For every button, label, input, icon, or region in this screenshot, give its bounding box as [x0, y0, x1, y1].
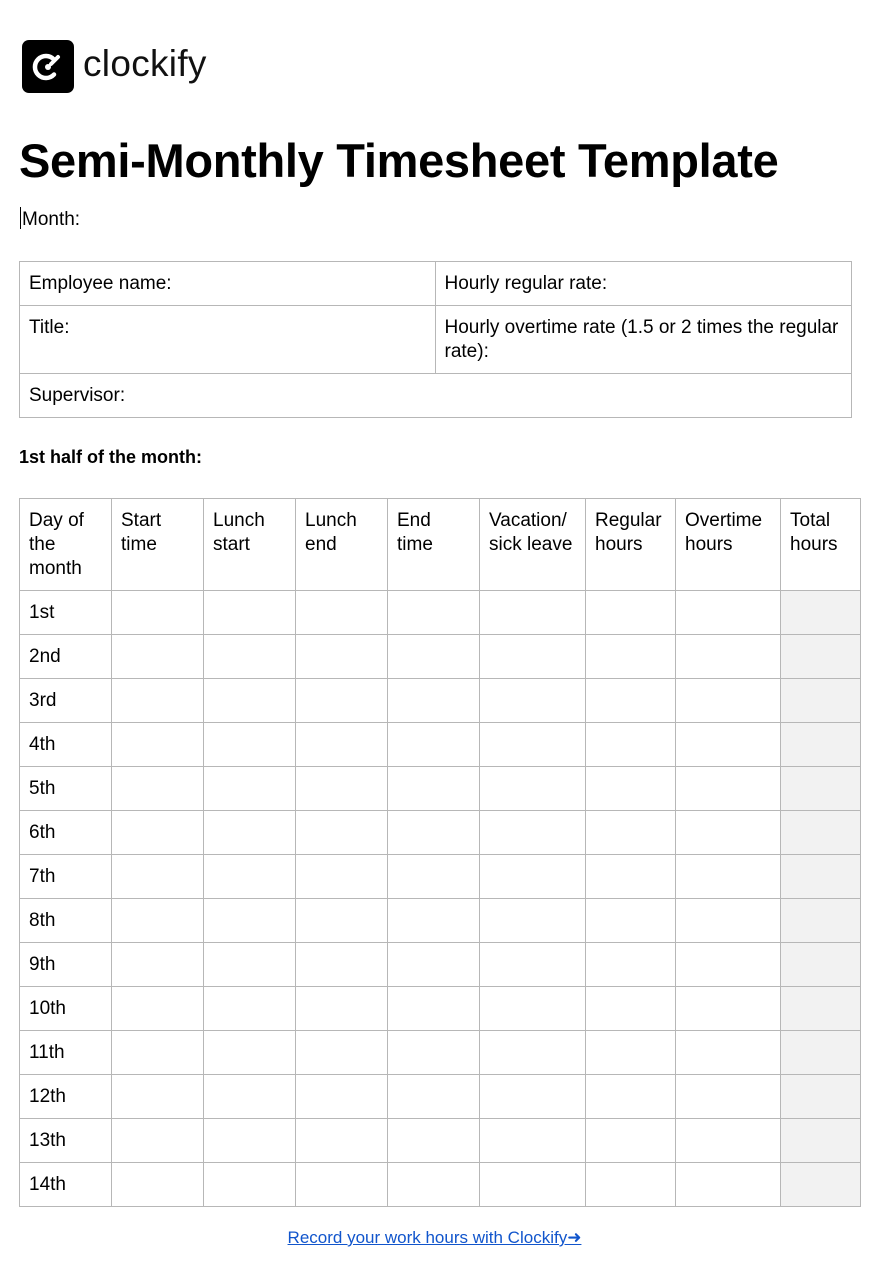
column-header: Total hours [781, 499, 861, 591]
entry-cell[interactable] [296, 1163, 388, 1207]
entry-cell[interactable] [112, 899, 204, 943]
entry-cell[interactable] [480, 899, 586, 943]
entry-cell[interactable] [480, 1119, 586, 1163]
entry-cell[interactable] [296, 855, 388, 899]
entry-cell[interactable] [112, 767, 204, 811]
total-hours-cell [781, 723, 861, 767]
day-cell: 10th [20, 987, 112, 1031]
entry-cell[interactable] [204, 635, 296, 679]
title-cell[interactable]: Title: [20, 306, 436, 374]
table-row [20, 1119, 861, 1163]
entry-cell[interactable] [296, 679, 388, 723]
entry-cell[interactable] [480, 591, 586, 635]
entry-cell[interactable] [586, 679, 676, 723]
brand-name: clockify [83, 43, 207, 84]
entry-cell[interactable] [388, 855, 480, 899]
month-label: Month: [22, 209, 81, 230]
day-cell: 3rd [20, 679, 112, 723]
entry-cell[interactable] [676, 987, 781, 1031]
total-hours-cell [781, 767, 861, 811]
employee-name-cell[interactable]: Employee name: [20, 262, 436, 306]
entry-cell[interactable] [676, 899, 781, 943]
column-header: Vacation/ sick leave [480, 499, 586, 591]
entry-cell[interactable] [676, 1119, 781, 1163]
total-hours-cell [781, 811, 861, 855]
entry-cell[interactable] [676, 723, 781, 767]
entry-cell[interactable] [112, 1163, 204, 1207]
table-row [20, 767, 861, 811]
entry-cell[interactable] [204, 855, 296, 899]
month-field[interactable] [20, 207, 80, 232]
column-header: End time [388, 499, 480, 591]
total-hours-cell [781, 1075, 861, 1119]
day-cell: 6th [20, 811, 112, 855]
entry-cell[interactable] [204, 1163, 296, 1207]
entry-cell[interactable] [676, 679, 781, 723]
entry-cell[interactable] [676, 591, 781, 635]
section-label: 1st half of the month: [19, 447, 202, 467]
supervisor-cell[interactable]: Supervisor: [20, 374, 852, 418]
entry-cell[interactable] [112, 591, 204, 635]
page-title: Semi-Monthly Timesheet Template [19, 134, 779, 187]
entry-cell[interactable] [388, 591, 480, 635]
column-header: Lunch start [204, 499, 296, 591]
entry-cell[interactable] [112, 679, 204, 723]
entry-cell[interactable] [296, 1119, 388, 1163]
entry-cell[interactable] [388, 943, 480, 987]
table-row [20, 679, 861, 723]
entry-cell[interactable] [296, 987, 388, 1031]
text-cursor [20, 207, 21, 229]
entry-cell[interactable] [676, 1163, 781, 1207]
entry-cell[interactable] [676, 811, 781, 855]
entry-cell[interactable] [480, 679, 586, 723]
entry-cell[interactable] [388, 811, 480, 855]
entry-cell[interactable] [676, 1031, 781, 1075]
day-cell: 12th [20, 1075, 112, 1119]
total-hours-cell [781, 1163, 861, 1207]
entry-cell[interactable] [586, 1031, 676, 1075]
day-cell: 2nd [20, 635, 112, 679]
footer [0, 1227, 869, 1249]
entry-cell[interactable] [676, 943, 781, 987]
entry-cell[interactable] [388, 723, 480, 767]
entry-cell[interactable] [388, 1075, 480, 1119]
column-header: Overtime hours [676, 499, 781, 591]
entry-cell[interactable] [112, 987, 204, 1031]
entry-cell[interactable] [112, 943, 204, 987]
total-hours-cell [781, 943, 861, 987]
entry-cell[interactable] [586, 1075, 676, 1119]
table-row [20, 811, 861, 855]
entry-cell[interactable] [296, 767, 388, 811]
day-cell: 4th [20, 723, 112, 767]
entry-cell[interactable] [112, 1075, 204, 1119]
day-cell: 7th [20, 855, 112, 899]
entry-cell[interactable] [388, 679, 480, 723]
entry-cell[interactable] [204, 723, 296, 767]
hourly-regular-rate-cell[interactable]: Hourly regular rate: [435, 262, 852, 306]
entry-cell[interactable] [388, 635, 480, 679]
entry-cell[interactable] [480, 1163, 586, 1207]
entry-cell[interactable] [586, 987, 676, 1031]
day-cell: 11th [20, 1031, 112, 1075]
entry-cell[interactable] [480, 943, 586, 987]
table-row [20, 987, 861, 1031]
entry-cell[interactable] [586, 767, 676, 811]
column-header: Regular hours [586, 499, 676, 591]
entry-cell[interactable] [388, 899, 480, 943]
entry-cell[interactable] [296, 811, 388, 855]
entry-cell[interactable] [586, 1119, 676, 1163]
total-hours-cell [781, 679, 861, 723]
table-row [20, 1075, 861, 1119]
total-hours-cell [781, 855, 861, 899]
entry-cell[interactable] [480, 987, 586, 1031]
clockify-logo-icon [22, 40, 74, 93]
entry-cell[interactable] [586, 1163, 676, 1207]
entry-cell[interactable] [204, 1075, 296, 1119]
entry-cell[interactable] [204, 591, 296, 635]
entry-cell[interactable] [480, 767, 586, 811]
entry-cell[interactable] [586, 635, 676, 679]
table-row [20, 943, 861, 987]
entry-cell[interactable] [480, 723, 586, 767]
entry-cell[interactable] [296, 899, 388, 943]
total-hours-cell [781, 591, 861, 635]
table-row [20, 855, 861, 899]
total-hours-cell [781, 1031, 861, 1075]
entry-cell[interactable] [676, 635, 781, 679]
day-cell: 13th [20, 1119, 112, 1163]
entry-cell[interactable] [480, 811, 586, 855]
entry-cell[interactable] [388, 767, 480, 811]
entry-cell[interactable] [204, 767, 296, 811]
entry-cell[interactable] [480, 1031, 586, 1075]
entry-cell[interactable] [204, 811, 296, 855]
total-hours-cell [781, 987, 861, 1031]
entry-cell[interactable] [586, 723, 676, 767]
entry-cell[interactable] [388, 1163, 480, 1207]
entry-cell[interactable] [676, 767, 781, 811]
column-header: Start time [112, 499, 204, 591]
entry-cell[interactable] [296, 1075, 388, 1119]
entry-cell[interactable] [204, 1031, 296, 1075]
table-row [20, 1163, 861, 1207]
entry-cell[interactable] [296, 943, 388, 987]
entry-cell[interactable] [586, 899, 676, 943]
entry-cell[interactable] [388, 1119, 480, 1163]
entry-cell[interactable] [112, 635, 204, 679]
entry-cell[interactable] [388, 987, 480, 1031]
entry-cell[interactable] [112, 855, 204, 899]
total-hours-cell [781, 1119, 861, 1163]
entry-cell[interactable] [480, 635, 586, 679]
day-cell: 8th [20, 899, 112, 943]
table-row [20, 723, 861, 767]
column-header: Lunch end [296, 499, 388, 591]
timesheet-table [19, 498, 861, 1207]
day-cell: 5th [20, 767, 112, 811]
entry-cell[interactable] [112, 811, 204, 855]
table-row [20, 1031, 861, 1075]
table-header-row [20, 499, 861, 591]
employee-info-table [19, 261, 852, 418]
entry-cell[interactable] [586, 855, 676, 899]
hourly-overtime-rate-cell[interactable]: Hourly overtime rate (1.5 or 2 times the regular rate): [435, 306, 852, 374]
day-cell: 1st [20, 591, 112, 635]
entry-cell[interactable] [112, 1119, 204, 1163]
entry-cell[interactable] [204, 1119, 296, 1163]
day-cell: 9th [20, 943, 112, 987]
entry-cell[interactable] [586, 811, 676, 855]
entry-cell[interactable] [676, 1075, 781, 1119]
clockify-logo [22, 40, 207, 93]
entry-cell[interactable] [204, 987, 296, 1031]
entry-cell[interactable] [388, 1031, 480, 1075]
total-hours-cell [781, 899, 861, 943]
entry-cell[interactable] [676, 855, 781, 899]
entry-cell[interactable] [204, 679, 296, 723]
entry-cell[interactable] [480, 855, 586, 899]
entry-cell[interactable] [112, 1031, 204, 1075]
clockify-link[interactable]: Record your work hours with Clockify➜ [287, 1228, 582, 1247]
entry-cell[interactable] [586, 591, 676, 635]
entry-cell[interactable] [480, 1075, 586, 1119]
entry-cell[interactable] [296, 1031, 388, 1075]
total-hours-cell [781, 635, 861, 679]
entry-cell[interactable] [204, 899, 296, 943]
entry-cell[interactable] [586, 943, 676, 987]
column-header: Day of the month [20, 499, 112, 591]
table-row [20, 591, 861, 635]
entry-cell[interactable] [296, 591, 388, 635]
table-row [20, 899, 861, 943]
table-row [20, 635, 861, 679]
entry-cell[interactable] [296, 723, 388, 767]
day-cell: 14th [20, 1163, 112, 1207]
entry-cell[interactable] [112, 723, 204, 767]
entry-cell[interactable] [296, 635, 388, 679]
entry-cell[interactable] [204, 943, 296, 987]
